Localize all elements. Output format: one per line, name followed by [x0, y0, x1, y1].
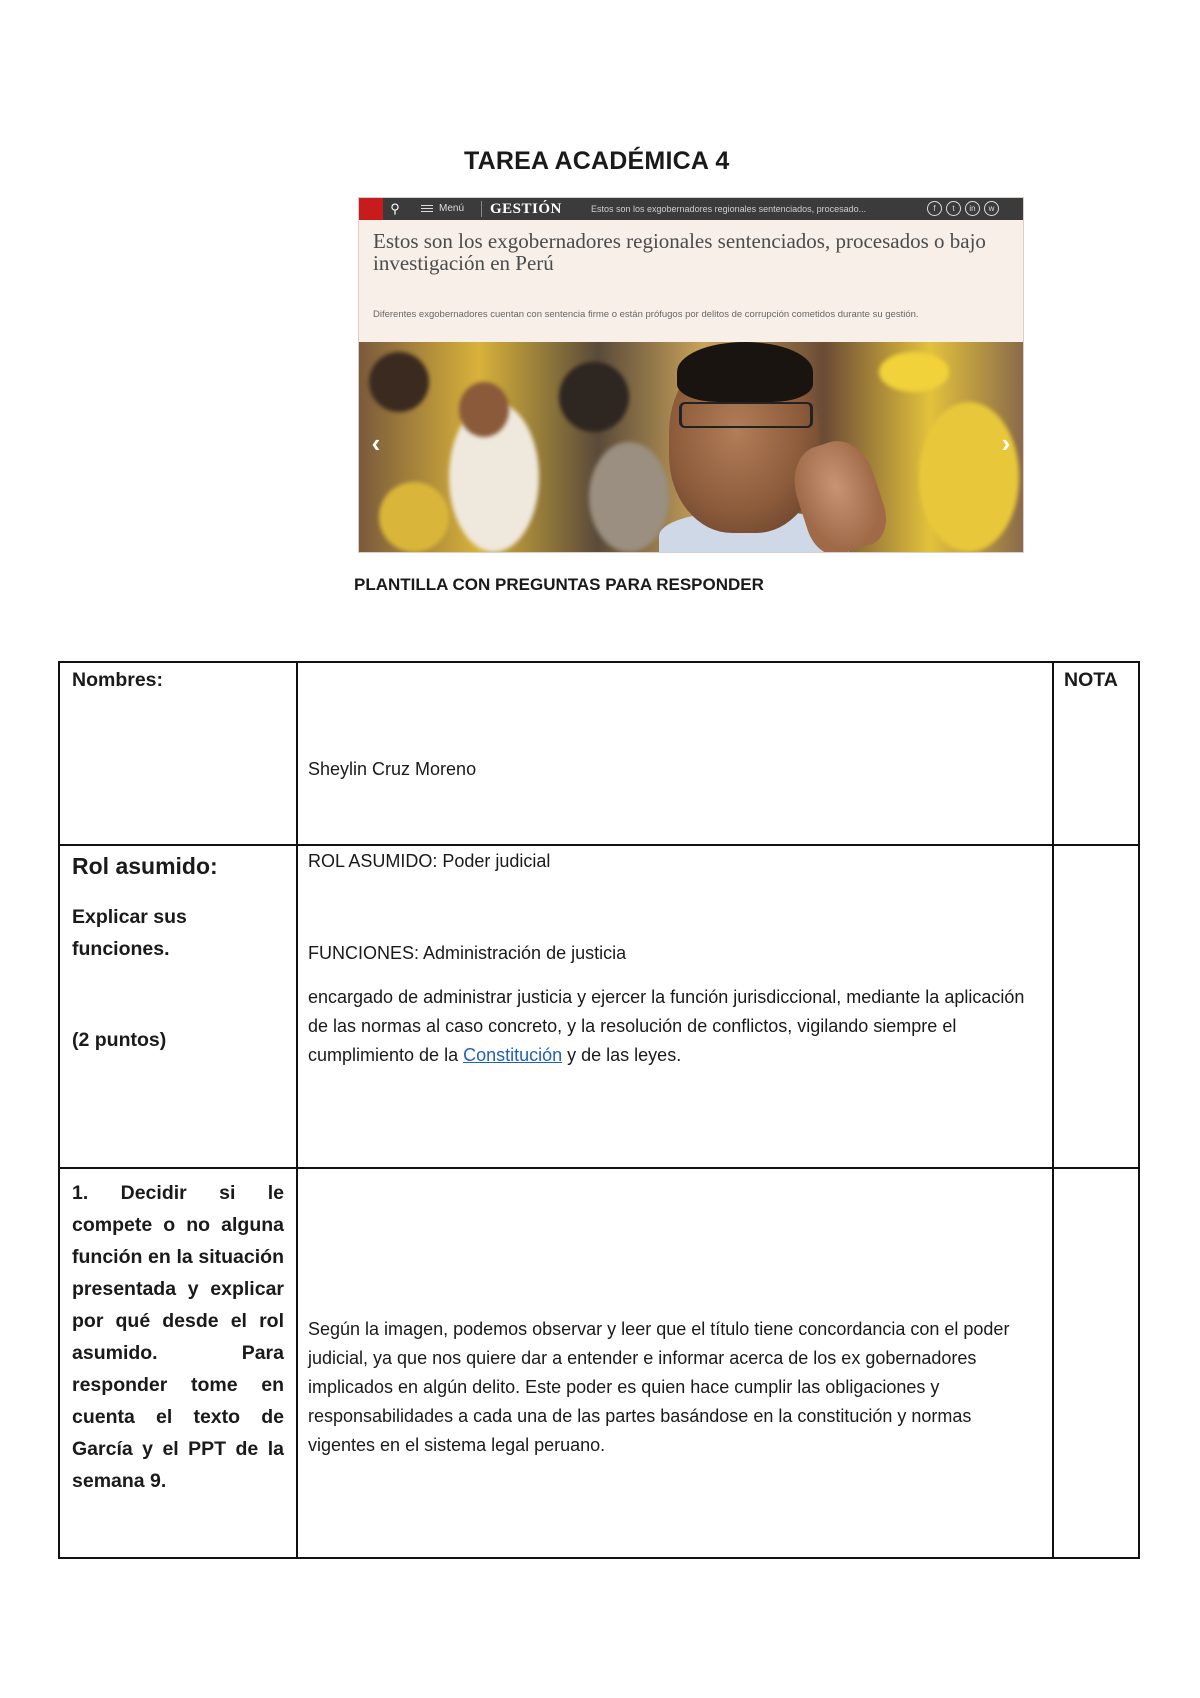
- role-assumed-value: Poder judicial: [437, 851, 551, 871]
- news-brand-logo: GESTIÓN: [490, 201, 562, 217]
- names-label: Nombres:: [72, 669, 164, 691]
- crowd-figure: [559, 362, 629, 432]
- news-screenshot: [358, 197, 1024, 553]
- role-label: Rol asumido:: [72, 853, 218, 879]
- column-divider: [1052, 663, 1054, 1557]
- news-menu-label: Menú: [439, 203, 465, 214]
- news-headline: Estos son los exgobernadores regionales sentenciados, procesados o bajo investigación en Perú: [373, 229, 986, 275]
- news-divider: [481, 201, 482, 217]
- search-icon: ⚲: [390, 201, 400, 216]
- crowd-figure: [369, 352, 429, 412]
- crowd-figure: [879, 352, 949, 392]
- twitter-icon: t: [946, 201, 961, 216]
- role-functions: [308, 939, 626, 968]
- names-value: Sheylin Cruz Moreno: [308, 759, 477, 779]
- role-functions-value: Administración de justicia: [419, 943, 627, 963]
- chevron-right-icon[interactable]: ›: [1001, 428, 1011, 458]
- whatsapp-icon: w: [984, 201, 999, 216]
- news-menu: [421, 198, 464, 220]
- facebook-icon: f: [927, 201, 942, 216]
- role-functions-prefix: FUNCIONES:: [308, 943, 420, 963]
- news-social-icons: [927, 201, 999, 217]
- news-summary: Diferentes exgobernadores cuentan con sentencia firme o están prófugos por delitos de corrupción cometidos durante su gestión.: [373, 309, 919, 320]
- grade-header: NOTA: [1064, 669, 1118, 691]
- role-assumed-prefix: ROL ASUMIDO:: [308, 851, 438, 871]
- crowd-figure: [919, 402, 1019, 552]
- crowd-figure: [379, 482, 449, 552]
- row-divider: [60, 844, 1138, 846]
- news-accent-block: [359, 198, 383, 220]
- crowd-figure: [589, 442, 669, 552]
- role-assumed: [308, 847, 550, 876]
- role-points-label: (2 puntos): [72, 1029, 167, 1051]
- answer-1: Según la imagen, podemos observar y leer que el título tiene concordancia con el poder judicial, ya que nos quiere dar a entender e informar acerca de los ex gobernadores implicados en algún delito. Este poder es quien hace cumplir las obligaciones y responsabilidades a cada una de las partes basándose en la constitución y normas vigentes en el sistema legal peruano.: [308, 1319, 1010, 1455]
- news-top-bar: [359, 198, 1023, 220]
- question-1: 1. Decidir si le compete o no alguna función en la situación presentada y explicar por qué desde el rol asumido. Para responder tome en cuenta el texto de García y el PPT de la semana 9.: [72, 1182, 284, 1492]
- column-divider: [296, 663, 298, 1557]
- photo-glasses: [679, 402, 813, 428]
- role-explain-label: Explicar sus funciones.: [72, 906, 187, 960]
- document-title: TAREA ACADÉMICA 4: [464, 147, 730, 175]
- template-subtitle: PLANTILLA CON PREGUNTAS PARA RESPONDER: [354, 575, 764, 594]
- role-description: [308, 983, 1040, 1070]
- constitution-link[interactable]: Constitución: [463, 1045, 563, 1065]
- linkedin-icon: in: [965, 201, 980, 216]
- news-ticker: Estos son los exgobernadores regionales sentenciados, procesado...: [591, 204, 867, 214]
- news-photo: [359, 342, 1023, 552]
- row-divider: [60, 1167, 1138, 1169]
- questions-table: [58, 661, 1140, 1559]
- role-description-text: encargado de administrar justicia y ejercer la función jurisdiccional, mediante la aplicación de las normas al caso concreto, y la resolución de conflictos, vigilando siempre el cumplimiento de la: [308, 987, 1025, 1065]
- photo-hair: [677, 342, 813, 402]
- chevron-left-icon[interactable]: ‹: [371, 428, 381, 458]
- hamburger-icon: [421, 208, 433, 209]
- role-description-end: y de las leyes.: [562, 1045, 682, 1065]
- crowd-figure: [459, 382, 509, 437]
